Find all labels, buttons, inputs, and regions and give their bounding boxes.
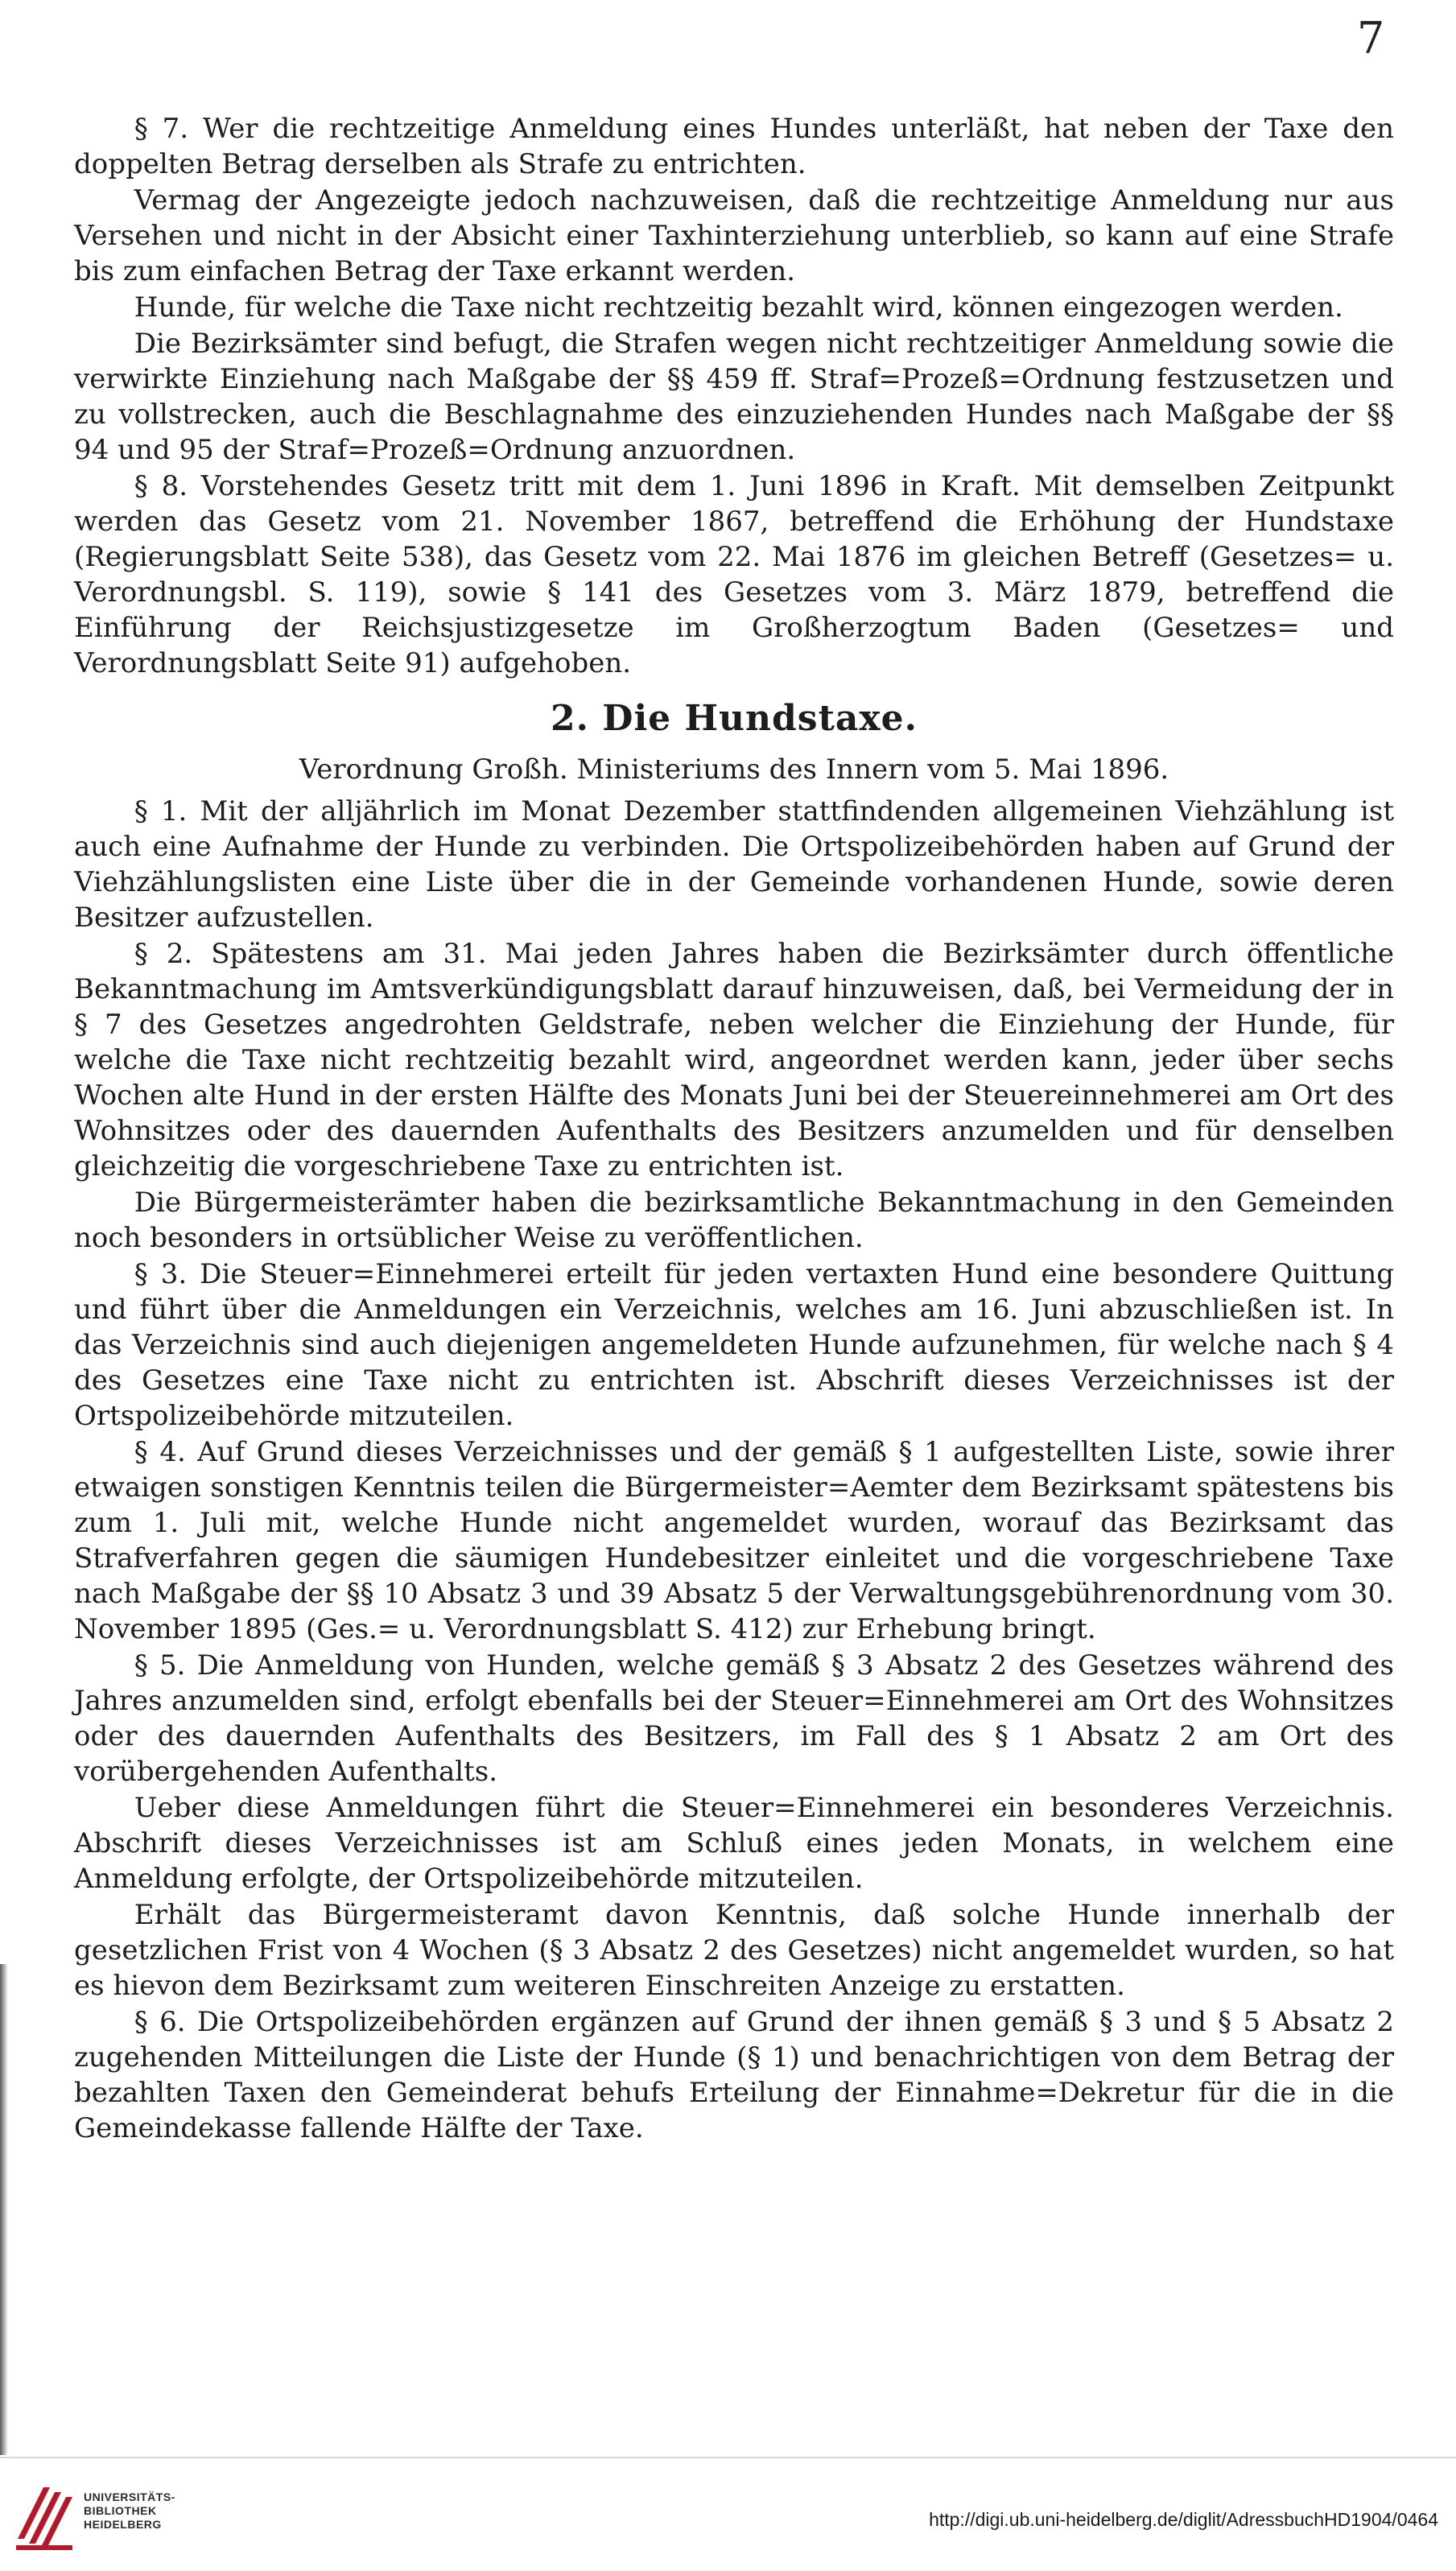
paragraph-sec7: § 7. Wer die rechtzeitige Anmeldung eines Hundes unterläßt, hat neben der Taxe den doppelten Betrag derselben als Strafe zu entrichten.: [74, 113, 1394, 180]
scan-edge-shadow: [0, 1964, 8, 2455]
paragraph-ord-sec3: § 3. Die Steuer=Einnehmerei erteilt für jeden vertaxten Hund eine besondere Quittung und führt über die Anmeldungen ein Verzeichnis, welches am 16. Juni abzuschließen ist. In das Verzeichnis sind auch diejenigen angemeldeten Hunde aufzunehmen, für welche nach § 4 des Gesetzes eine Taxe nicht zu entrichten ist. Abschrift dieses Verzeichnisses ist der Ortspolizeibehörde mitzuteilen.: [74, 1258, 1394, 1432]
paragraph-ord-sec1: § 1. Mit der alljährlich im Monat Dezember stattfindenden allgemeinen Viehzählung ist auch eine Aufnahme der Hunde zu verbinden. Die Ortspolizeibehörden haben auf Grund der Viehzählungslisten eine Liste über die in der Gemeinde vorhandenen Hunde, sowie deren Besitzer aufzustellen.: [74, 795, 1394, 934]
paragraph-ord-sec2: § 2. Spätestens am 31. Mai jeden Jahres haben die Bezirksämter durch öffentliche Bekanntmachung im Amtsverkündigungsblatt darauf hinzuweisen, daß, bei Vermeidung der in § 7 des Gesetzes angedrohten Geldstrafe, neben welcher die Einziehung der Hunde, für welche die Taxe nicht rechtzeitig bezahlt wird, angeordnet werden kann, jeder über sechs Wochen alte Hund in der ersten Hälfte des Monats Juni bei der Steuereinnehmerei am Ort des Wohnsitzes oder des dauernden Aufenthalts des Besitzers anzumelden und für denselben gleichzeitig die vorgeschriebene Taxe zu entrichten ist.: [74, 938, 1394, 1182]
footer: [0, 2458, 1456, 2571]
paragraph-ord-sec5-notice: Erhält das Bürgermeisteramt davon Kenntnis, daß solche Hunde innerhalb der gesetzlichen Frist von 4 Wochen (§ 3 Absatz 2 des Gesetzes) nicht angemeldet wurden, so hat es hievon dem Bezirksamt zum weiteren Einschreiten Anzeige zu erstatten.: [74, 1899, 1394, 2002]
document-body: [74, 111, 1394, 2146]
logo-line-3: HEIDELBERG: [84, 2518, 162, 2531]
logo-line-1: UNIVERSITÄTS-: [84, 2491, 175, 2503]
page-number: 7: [1357, 13, 1385, 64]
source-url-link[interactable]: http://digi.ub.uni-heidelberg.de/diglit/AdressbuchHD1904/0464: [929, 2509, 1438, 2530]
paragraph-ord-sec4: § 4. Auf Grund dieses Verzeichnisses und der gemäß § 1 aufgestellten Liste, sowie ihrer etwaigen sonstigen Kenntnis teilen die Bürgermeister=Aemter dem Bezirksamt spätestens bis zum 1. Juli mit, welche Hunde nicht angemeldet wurden, worauf das Bezirksamt das Strafverfahren gegen die säumigen Hundebesitzer einleitet und die vorgeschriebene Taxe nach Maßgabe der §§ 10 Absatz 3 und 39 Absatz 5 der Verwaltungsgebührenordnung vom 30. November 1895 (Ges.= u. Verordnungsblatt S. 412) zur Erhebung bringt.: [74, 1436, 1394, 1645]
logo-wordmark: [84, 2491, 221, 2532]
paragraph-sec7-district-offices: Die Bezirksämter sind befugt, die Strafen wegen nicht rechtzeitiger Anmeldung sowie die verwirkte Einziehung nach Maßgabe der §§ 459 ff. Straf=Prozeß=Ordnung festzusetzen und zu vollstrecken, auch die Beschlagnahme des einzuziehenden Hundes nach Maßgabe der §§ 94 und 95 der Straf=Prozeß=Ordnung anzuordnen.: [74, 328, 1394, 466]
section-heading: 2. Die Hundstaxe.: [551, 698, 918, 739]
paragraph-ord-sec5-register: Ueber diese Anmeldungen führt die Steuer=Einnehmerei ein besonderes Verzeichnis. Abschrift dieses Verzeichnisses ist am Schluß eines jeden Monats, in welchem eine Anmeldung erfolgte, der Ortspolizeibehörde mitzuteilen.: [74, 1792, 1394, 1895]
library-emblem-icon: [11, 2476, 77, 2553]
paragraph-ord-sec5: § 5. Die Anmeldung von Hunden, welche gemäß § 3 Absatz 2 des Gesetzes während des Jahres anzumelden sind, erfolgt ebenfalls bei der Steuer=Einnehmerei am Ort des Wohnsitzes oder des dauernden Aufenthalts des Besitzers, im Fall des § 1 Absatz 2 am Ort des vorübergehenden Aufenthalts.: [74, 1649, 1394, 1788]
paragraph-ord-sec6: § 6. Die Ortspolizeibehörden ergänzen auf Grund der ihnen gemäß § 3 und § 5 Absatz 2 zugehenden Mitteilungen die Liste der Hunde (§ 1) und benachrichtigen von dem Betrag der bezahlten Taxen den Gemeinderat behufs Erteilung der Einnahme=Dekretur für die in die Gemeindekasse fallende Hälfte der Taxe.: [74, 2006, 1394, 2144]
ordinance-title: Verordnung Großh. Ministeriums des Innern vom 5. Mai 1896.: [299, 753, 1169, 786]
logo-line-2: BIBLIOTHEK: [84, 2504, 157, 2517]
paragraph-sec8: § 8. Vorstehendes Gesetz tritt mit dem 1. Juni 1896 in Kraft. Mit demselben Zeitpunkt werden das Gesetz vom 21. November 1867, betreffend die Erhöhung der Hundstaxe (Regierungsblatt Seite 538), das Gesetz vom 22. Mai 1876 im gleichen Betreff (Gesetzes= u. Verordnungsbl. S. 119), sowie § 141 des Gesetzes vom 3. März 1879, betreffend die Einführung der Reichsjustizgesetze im Großherzogtum Baden (Gesetzes= und Verordnungsblatt Seite 91) aufgehoben.: [74, 470, 1394, 679]
paragraph-sec7-confiscation: Hunde, für welche die Taxe nicht rechtzeitig bezahlt wird, können eingezogen werden.: [134, 291, 1343, 324]
paragraph-sec7-exception: Vermag der Angezeigte jedoch nachzuweisen, daß die rechtzeitige Anmeldung nur aus Versehen und nicht in der Absicht einer Taxhinterziehung unterblieb, so kann auf eine Strafe bis zum einfachen Betrag der Taxe erkannt werden.: [74, 184, 1394, 287]
university-library-logo[interactable]: [11, 2476, 212, 2553]
paragraph-ord-sec2-mayors: Die Bürgermeisterämter haben die bezirksamtliche Bekanntmachung in den Gemeinden noch besonders in ortsüblicher Weise zu veröffentlichen.: [74, 1186, 1394, 1254]
